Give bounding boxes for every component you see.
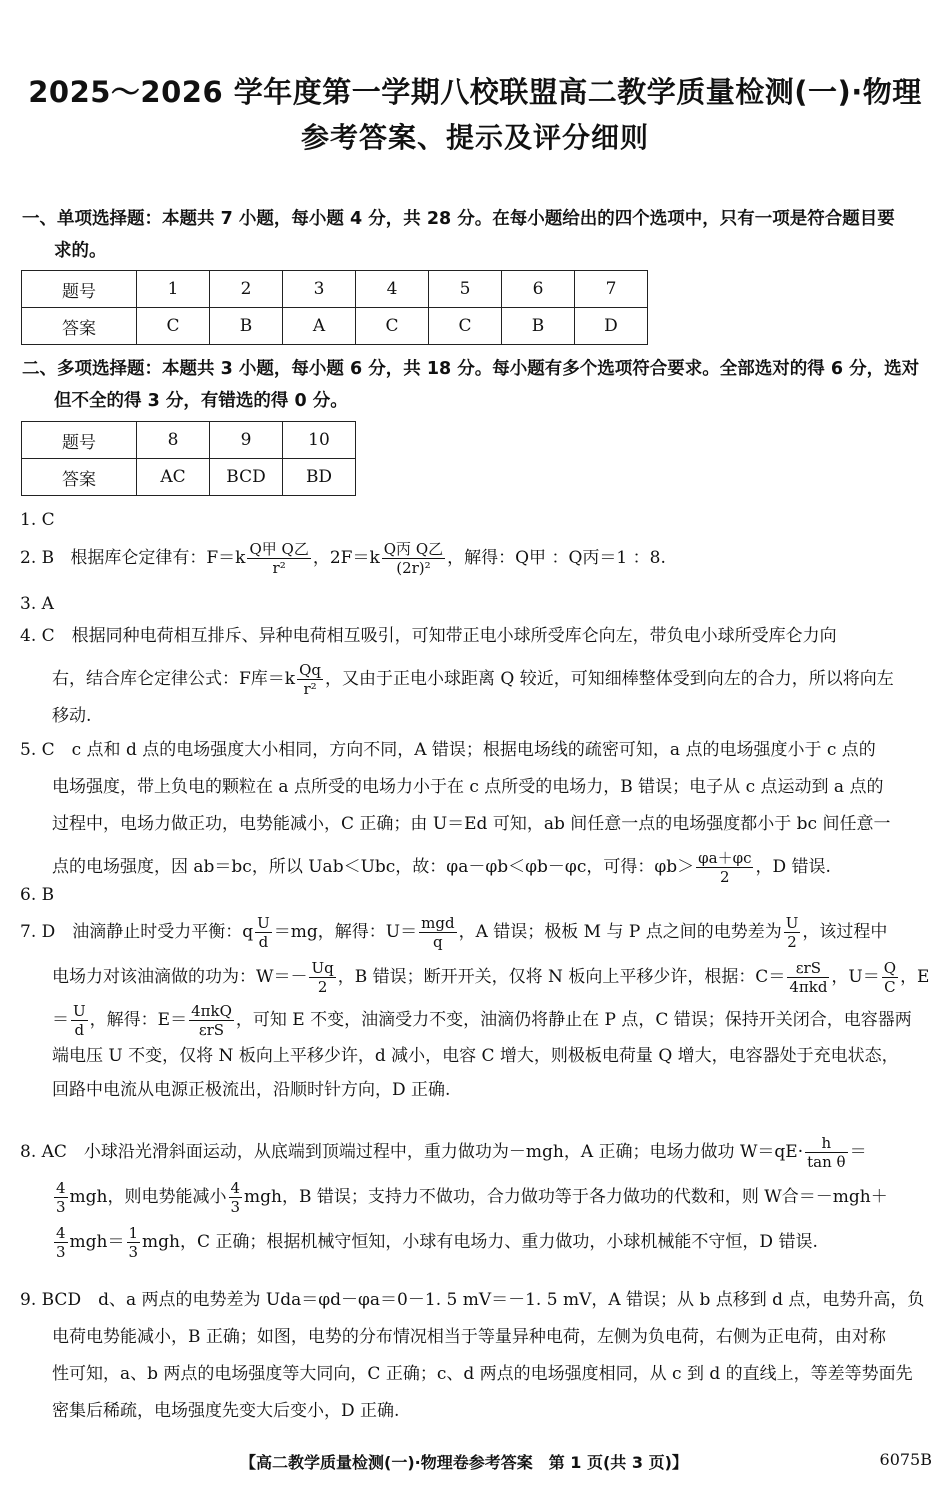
- section1-heading: 一、单项选择题：本题共 7 小题，每小题 4 分，共 28 分。在每小题给出的四个选项中，只有一项是符合题目要 求的。: [22, 209, 895, 261]
- table-cell: 3: [283, 271, 356, 308]
- table-cell: 9: [210, 422, 283, 459]
- table-cell: A: [283, 308, 356, 345]
- table-cell: AC: [137, 459, 210, 496]
- page-subtitle: 参考答案、提示及评分细则: [300, 121, 649, 154]
- footer-text: 【高二教学质量检测(一)·物理卷参考答案 第 1 页(共 3 页)】: [240, 1453, 688, 1472]
- section1-answer-table: [21, 270, 648, 345]
- table-cell: B: [210, 308, 283, 345]
- footer-code: 6075B: [879, 1450, 932, 1469]
- table-cell: BD: [283, 459, 356, 496]
- table-cell: 8: [137, 422, 210, 459]
- answer-q8: 8. AC 小球沿光滑斜面运动，从底端到顶端过程中，重力做功为－mgh，A 正确；电场力做功 W＝qE· $\frac{h}{\text{tan θ}}$ ＝ $\frac{4}{3}$ mgh，则电势能减小 $\frac{4}{3}$ mgh，B 错误；支持力不做功，合力做功等于各力做功的代数和，则 W合＝－mgh＋ $\frac{4}{3}$ mgh＝ $\frac{1}{3}$ mgh，C 正确；根据机械守恒知，小球有电场力、重力做功，小球机械能不守恒，D 错误.: [20, 1134, 888, 1261]
- section2-answer-table: [21, 421, 356, 496]
- table-cell: B: [502, 308, 575, 345]
- table-cell: 5: [429, 271, 502, 308]
- table-cell: BCD: [210, 459, 283, 496]
- table-cell: C: [137, 308, 210, 345]
- answer-q3: 3. A: [20, 594, 54, 614]
- table-header-answer: 答案: [22, 459, 137, 496]
- answer-q9: 9. BCD d、a 两点的电势差为 Uda＝φd－φa＝0－1. 5 mV＝－1. 5 mV，A 错误；从 b 点移到 d 点，电势升高，负 电荷电势能减小，B 正确；如图，电势的分布情况相当于等量异种电荷，左侧为负电荷，右侧为正电荷，由对称 性可知，a、b 两点的电场强度等大同向，C 正确；c、d 两点的电场强度相同，从 c 到 d 的直线上，等差等势面先 密集后稀疏，电场强度先变大后变小，D 正确.: [20, 1290, 925, 1421]
- section2-heading: 二、多项选择题：本题共 3 小题，每小题 6 分，共 18 分。每小题有多个选项符合要求。全部选对的得 6 分，选对 但不全的得 3 分，有错选的得 0 分。: [22, 359, 920, 411]
- page-title: 2025～2026 学年度第一学期八校联盟高二教学质量检测(一)·物理: [28, 75, 922, 109]
- table-header-answer: 答案: [22, 308, 137, 345]
- answer-q6: 6. B: [20, 885, 55, 905]
- table-cell: C: [429, 308, 502, 345]
- table-cell: 10: [283, 422, 356, 459]
- table-cell: D: [575, 308, 648, 345]
- table-header-question: 题号: [22, 271, 137, 308]
- table-cell: 7: [575, 271, 648, 308]
- table-cell: 2: [210, 271, 283, 308]
- table-cell: 4: [356, 271, 429, 308]
- answer-q2: 2. B 根据库仑定律有：F＝k $\frac{\text{Q甲 Q乙}}{\text{r²}}$ ，2F＝k $\frac{\text{Q丙 Q乙}}{\text{(2r)²}}$ ，解得：Q甲 ：Q丙＝1 ：8.: [20, 540, 666, 577]
- answer-q5: 5. C c 点和 d 点的电场强度大小相同，方向不同，A 错误；根据电场线的疏密可知，a 点的电场强度小于 c 点的 电场强度，带上负电的颗粒在 a 点所受的电场力小于在 c 点所受的电场力，B 错误；电子从 c 点运动到 a 点的 过程中，电场力做正功，电势能减小，C 正确；由 U＝Ed 可知，ab 间任意一点的电场强度都小于 bc 间任意一 点的电场强度，因 ab＝bc，所以 Uab＜Ubc，故：φa－φb＜φb－φc，可得：φb＞ $\frac{\varphi a+\varphi c}{2}$ ，D 错误.: [20, 740, 891, 886]
- table-cell: 6: [502, 271, 575, 308]
- table-cell: 1: [137, 271, 210, 308]
- answer-q4: 4. C 根据同种电荷相互排斥、异种电荷相互吸引，可知带正电小球所受库仑向左，带负电小球所受库仑力向 右，结合库仑定律公式：F库＝k $\frac{Qq}{\text{r²}}$ ，又由于正电小球距离 Q 较近，可知细棒整体受到向左的合力，所以将向左 移动.: [20, 626, 894, 726]
- answer-q1: 1. C: [20, 510, 55, 530]
- answer-q7: 7. D 油滴静止时受力平衡：q $\frac{U}{d}$ ＝mg，解得：U＝ $\frac{\text{mgd}}{q}$ ，A 错误；极板 M 与 P 点之间的电势差为 $\frac{U}{2}$ ，该过程中 电场力对该油滴做的功为：W＝－ $\frac{Uq}{2}$ ，B 错误；断开开关，仅将 N 板向上平移少许，根据：C＝ $\frac{\text{εrS}}{\text{4πkd}}$ ，U＝ $\frac{Q}{C}$ ，E ＝ $\frac{U}{d}$ ，解得：E＝ $\frac{\text{4πkQ}}{\text{εrS}}$ ，可知 E 不变，油滴受力不变，油滴仍将静止在 P 点，C 错误；保持开关闭合，电容器两 端电压 U 不变，仅将 N 板向上平移少许，d 减小，电容 C 增大，则极板电荷量 Q 增大，电容器处于充电状态， 回路中电流从电源正极流出，沿顺时针方向，D 正确.: [20, 914, 930, 1100]
- table-header-question: 题号: [22, 422, 137, 459]
- table-cell: C: [356, 308, 429, 345]
